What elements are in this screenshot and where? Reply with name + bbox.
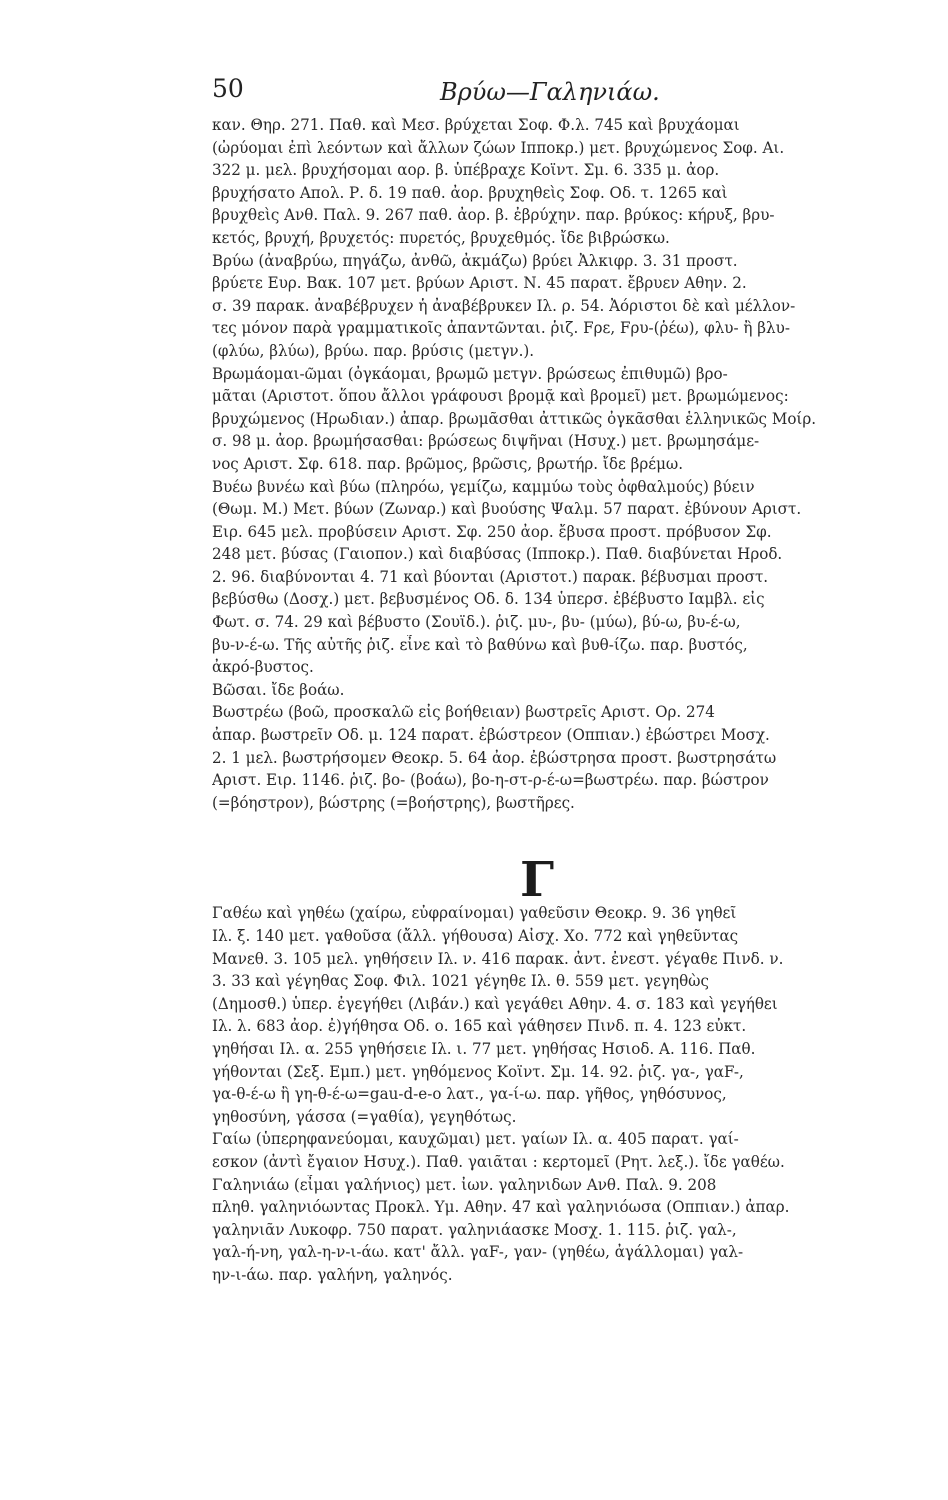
text-line: σ. 39 παρακ. ἀναβέβρυχεν ἡ ἀναβέβρυκεν Ιλ. ρ. 54. Ἀόριστοι δὲ καὶ μέλλον- [212, 296, 796, 315]
text-line: ἀκρό-βυστος. [212, 658, 314, 677]
page-number: 50 [212, 74, 244, 103]
text-line: σ. 98 μ. ἀορ. βρωμήσασθαι: βρώσεως διψῆναι (Ησυχ.) μετ. βρωμησάμε- [212, 432, 760, 451]
text-line: γαλ-ή-νη, γαλ-η-ν-ι-άω. κατ' ἄλλ. γαF-, γαν- (γηθέω, ἀγάλλομαι) γαλ- [212, 1243, 744, 1262]
text-line: τες μόνον παρὰ γραμματικοῖς ἀπαντῶνται. ῥιζ. Fρε, Fρυ-(ῥέω), φλυ- ἢ βλυ- [212, 319, 790, 338]
section-break [212, 814, 902, 909]
text-line: βεβύσθω (Δοσχ.) μετ. βεβυσμένος Οδ. δ. 134 ὑπερσ. ἐβέβυστο Ιαμβλ. εἰς [212, 590, 765, 609]
section-letter: Γ [520, 852, 555, 909]
text-line: 2. 1 μελ. βωστρήσομεν Θεοκρ. 5. 64 ἀορ. ἐβώστρησα προστ. βωστρησάτω [212, 748, 777, 767]
text-line: (Θωμ. Μ.) Μετ. βύων (Ζωναρ.) καὶ βυούσης Ψαλμ. 57 παρατ. ἐβύνουν Αριστ. [212, 500, 802, 519]
text-line: Ειρ. 645 μελ. προβύσειν Αριστ. Σφ. 250 ἀορ. ἔβυσα προστ. πρόβυσον Σφ. [212, 522, 772, 541]
text-line: (ὠρύομαι ἐπὶ λεόντων καὶ ἄλλων ζώων Ιπποκρ.) μετ. βρυχώμενος Σοφ. Αι. [212, 138, 785, 157]
text-line: γήθονται (Σεξ. Εμπ.) μετ. γηθόμενος Κοϊντ. Σμ. 14. 92. ῥιζ. γα-, γαF-, [212, 1062, 744, 1081]
text-line: Γαληνιάω (εἶμαι γαλήνιος) μετ. ἰων. γαληνιδων Ανθ. Παλ. 9. 208 [212, 1175, 717, 1194]
text-line: Ιλ. λ. 683 ἀορ. ἐ)γήθησα Οδ. ο. 165 καὶ γάθησεν Πινδ. π. 4. 123 εὐκτ. [212, 1017, 747, 1036]
running-head: Βρύω—Γαληνιάω. [440, 78, 660, 106]
text-line: βυ-ν-έ-ω. Τῆς αὐτῆς ῥιζ. εἶνε καὶ τὸ βαθύνω καὶ βυθ-ίζω. παρ. βυστός, [212, 635, 748, 654]
text-line: 2. 96. διαβύνονται 4. 71 καὶ βύονται (Αριστοτ.) παρακ. βέβυσμαι προστ. [212, 567, 769, 586]
text-line: Γαθέω καὶ γηθέω (χαίρω, εὐφραίνομαι) γαθεῦσιν Θεοκρ. 9. 36 γηθεῖ [212, 904, 737, 923]
text-line: Ιλ. ξ. 140 μετ. γαθοῦσα (ἄλλ. γήθουσα) Αἰσχ. Χο. 772 καὶ γηθεῦντας [212, 927, 739, 945]
text-line: πληθ. γαληνιόωντας Προκλ. Υμ. Αθην. 47 καὶ γαληνιόωσα (Οππιαν.) ἀπαρ. [212, 1198, 790, 1217]
text-line: Μανεθ. 3. 105 μελ. γηθήσειν Ιλ. ν. 416 παρακ. ἀντ. ἐνεστ. γέγαθε Πινδ. ν. [212, 949, 784, 968]
entries-before-section [212, 114, 902, 814]
text-line: γηθοσύνη, γάσσα (=γαθία), γεγηθότως. [212, 1107, 517, 1126]
text-line: 3. 33 καὶ γέγηθας Σοφ. Φιλ. 1021 γέγηθε Ιλ. θ. 559 μετ. γεγηθὼς [212, 972, 709, 991]
entries-after-section [212, 902, 902, 1286]
text-line: νος Αριστ. Σφ. 618. παρ. βρῶμος, βρῶσις, βρωτήρ. ἴδε βρέμω. [212, 454, 684, 473]
text-line: γηθήσαι Ιλ. α. 255 γηθήσειε Ιλ. ι. 77 μετ. γηθήσας Ησιοδ. Α. 116. Παθ. [212, 1039, 756, 1058]
text-line: Βωστρέω (βοῶ, προσκαλῶ εἰς βοήθειαν) βωστρεῖς Αριστ. Ορ. 274 [212, 703, 715, 722]
text-line: 322 μ. μελ. βρυχήσομαι αορ. β. ὑπέβραχε Κοϊντ. Σμ. 6. 335 μ. ἀορ. [212, 161, 720, 180]
text-line: βρυχώμενος (Ηρωδιαν.) ἀπαρ. βρωμᾶσθαι ἀττικῶς ὀγκᾶσθαι ἑλληνικῶς Μοίρ. [212, 409, 817, 428]
text-line: γα-θ-έ-ω ἢ γη-θ-έ-ω=gau-d-e-o λατ., γα-ί-ω. παρ. γῆθος, γηθόσυνος, [212, 1085, 727, 1104]
text-line: Φωτ. σ. 74. 29 καὶ βέβυστο (Σουϊδ.). ῥιζ. μυ-, βυ- (μύω), βύ-ω, βυ-έ-ω, [212, 613, 741, 632]
text-line: ην-ι-άω. παρ. γαλήνη, γαληνός. [212, 1265, 453, 1284]
text-line: καν. Θηρ. 271. Παθ. καὶ Μεσ. βρύχεται Σοφ. Φ.λ. 745 καὶ βρυχάομαι [212, 116, 740, 134]
text-line: ἀπαρ. βωστρεῖν Οδ. μ. 124 παρατ. ἐβώστρεον (Οππιαν.) ἐβώστρει Μοσχ. [212, 726, 770, 745]
text-line: Αριστ. Ειρ. 1146. ῥιζ. βο- (βοάω), βο-η-στ-ρ-έ-ω=βωστρέω. παρ. βώστρον [212, 771, 769, 790]
text-line: Βῶσαι. ἴδε βοάω. [212, 680, 345, 699]
text-line: γαληνιᾶν Λυκοφρ. 750 παρατ. γαληνιάασκε Μοσχ. 1. 115. ῥιζ. γαλ-, [212, 1220, 737, 1239]
dictionary-text [212, 114, 902, 1324]
text-line: (φλύω, βλύω), βρύω. παρ. βρύσις (μετγν.). [212, 341, 535, 360]
text-line: Βρωμάομαι-ῶμαι (ὀγκάομαι, βρωμῶ μετγν. βρώσεως ἐπιθυμῶ) βρο- [212, 364, 728, 383]
text-line: βρύετε Ευρ. Βακ. 107 μετ. βρύων Αριστ. Ν. 45 παρατ. ἔβρυεν Αθην. 2. [212, 274, 747, 293]
text-line: μᾶται (Αριστοτ. ὅπου ἄλλοι γράφουσι βρομᾷ καὶ βρομεῖ) μετ. βρωμώμενος: [212, 387, 789, 406]
page-header [212, 74, 912, 114]
text-line: Βυέω βυνέω καὶ βύω (πληρόω, γεμίζω, καμμύω τοὺς ὀφθαλμούς) βύειν [212, 477, 755, 496]
text-line: (Δημοσθ.) ὑπερ. ἐγεγήθει (Λιβάν.) καὶ γεγάθει Αθην. 4. σ. 183 καὶ γεγήθει [212, 994, 778, 1013]
text-line: βρυχήσατο Απολ. Ρ. δ. 19 παθ. ἀορ. βρυχηθεὶς Σοφ. Οδ. τ. 1265 καὶ [212, 183, 728, 202]
text-line: 248 μετ. βύσας (Γαιοπον.) καὶ διαβύσας (Ιπποκρ.). Παθ. διαβύνεται Ηροδ. [212, 545, 783, 564]
text-line: κετός, βρυχή, βρυχετός: πυρετός, βρυχεθμός. ἴδε βιβρώσκω. [212, 228, 670, 247]
text-line: εσκον (ἀντὶ ἔγαιον Ησυχ.). Παθ. γαιᾶται : κερτομεῖ (Ρητ. λεξ.). ἴδε γαθέω. [212, 1152, 785, 1171]
text-line: Βρύω (ἀναβρύω, πηγάζω, ἀνθῶ, ἀκμάζω) βρύει Ἀλκιφρ. 3. 31 προστ. [212, 251, 738, 270]
text-line: Γαίω (ὑπερηφανεύομαι, καυχῶμαι) μετ. γαίων Ιλ. α. 405 παρατ. γαί- [212, 1130, 739, 1149]
text-line: βρυχθεὶς Ανθ. Παλ. 9. 267 παθ. ἀορ. β. ἐβρύχην. παρ. βρύκος: κήρυξ, βρυ- [212, 206, 775, 225]
text-line: (=βόηστρον), βώστρης (=βοήστρης), βωστῆρες. [212, 793, 575, 812]
